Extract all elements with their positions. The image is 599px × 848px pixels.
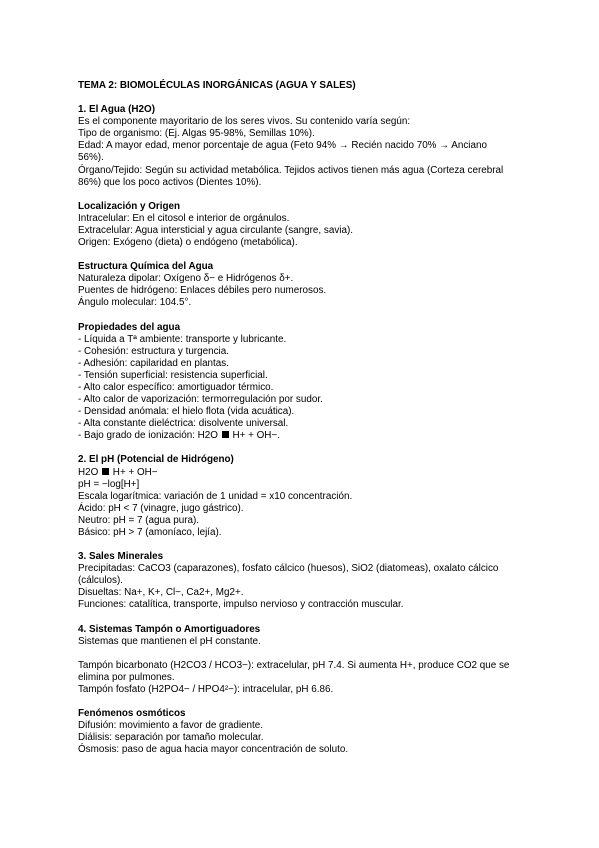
text-line: Funciones: catalítica, transporte, impulso nervioso y contracción muscular. xyxy=(78,599,404,611)
text-line: Tampón fosfato (H2PO4− / HPO4²−): intracelular, pH 6.86. xyxy=(78,683,334,695)
list-item: - Adhesión: capilaridad en plantas. xyxy=(78,357,229,369)
list-item xyxy=(78,430,539,442)
text-line: elimina por pulmones. xyxy=(78,671,175,683)
section-heading: Estructura Química del Agua xyxy=(78,261,214,273)
text-line: 56%). xyxy=(78,152,104,164)
section-estructura xyxy=(78,261,539,309)
document-title: TEMA 2: BIOMOLÉCULAS INORGÁNICAS (AGUA Y SALES) xyxy=(78,80,356,91)
text-line: Edad: A mayor edad, menor porcentaje de agua (Feto 94% → Recién nacido 70% → Anciano xyxy=(78,140,487,152)
section-ph xyxy=(78,454,539,539)
text-line: Neutro: pH = 7 (agua pura). xyxy=(78,514,200,526)
text-line: Extracelular: Agua intersticial y agua circulante (sangre, savia). xyxy=(78,224,353,236)
text-line: Puentes de hidrógeno: Enlaces débiles pero numerosos. xyxy=(78,285,327,297)
section-heading: 4. Sistemas Tampón o Amortiguadores xyxy=(78,623,261,635)
list-item: - Tensión superficial: resistencia superficial. xyxy=(78,369,268,381)
text-line: Precipitadas: CaCO3 (caparazones), fosfato cálcico (huesos), SiO2 (diatomeas), oxalato cálcico xyxy=(78,563,499,575)
list-item: - Alta constante dieléctrica: disolvente universal. xyxy=(78,418,289,430)
list-item: - Alto calor específico: amortiguador térmico. xyxy=(78,381,274,393)
text-line: Sistemas que mantienen el pH constante. xyxy=(78,635,261,647)
text-line: Diálisis: separación por tamaño molecular. xyxy=(78,732,264,744)
text-line: pH = −log[H+] xyxy=(78,478,140,490)
text-line: Ácido: pH < 7 (vinagre, jugo gástrico). xyxy=(78,502,244,514)
section-tampon xyxy=(78,624,539,696)
section-agua xyxy=(78,104,539,189)
list-item: - Densidad anómala: el hielo flota (vida acuática). xyxy=(78,406,295,418)
section-localizacion xyxy=(78,201,539,249)
text-line: Ángulo molecular: 104.5°. xyxy=(78,297,192,309)
text-line: Tampón bicarbonato (H2CO3 / HCO3−): extracelular, pH 7.4. Si aumenta H+, produce CO2 que se xyxy=(78,659,510,671)
missing-glyph-icon xyxy=(222,431,229,438)
list-item: - Alto calor de vaporización: termorregulación por sudor. xyxy=(78,394,323,406)
text-line xyxy=(78,467,539,479)
section-propiedades xyxy=(78,322,539,443)
section-heading: 1. El Agua (H2O) xyxy=(78,104,155,116)
text-line: Intracelular: En el citosol e interior de orgánulos. xyxy=(78,212,290,224)
text-line: Ósmosis: paso de agua hacia mayor concentración de soluto. xyxy=(78,744,349,756)
list-item: - Cohesión: estructura y turgencia. xyxy=(78,345,229,357)
text-line: (cálculos). xyxy=(78,575,123,587)
list-item: - Líquida a Tª ambiente: transporte y lubricante. xyxy=(78,333,287,345)
text-line: Es el componente mayoritario de los seres vivos. Su contenido varía según: xyxy=(78,116,411,128)
missing-glyph-icon xyxy=(102,468,109,475)
text-fragment: H2O xyxy=(78,466,99,478)
text-line: Tipo de organismo: (Ej. Algas 95-98%, Semillas 10%). xyxy=(78,128,315,140)
paragraph-gap xyxy=(78,648,539,660)
text-line: Disueltas: Na+, K+, Cl−, Ca2+, Mg2+. xyxy=(78,587,244,599)
section-osmoticos xyxy=(78,708,539,756)
text-line: Escala logarítmica: variación de 1 unidad = x10 concentración. xyxy=(78,490,353,502)
section-heading: Localización y Origen xyxy=(78,200,181,212)
section-heading: Propiedades del agua xyxy=(78,321,181,333)
text-line: Origen: Exógeno (dieta) o endógeno (metabólica). xyxy=(78,237,298,249)
text-fragment: H+ + OH− xyxy=(110,466,158,478)
section-sales xyxy=(78,551,539,611)
text-line: Básico: pH > 7 (amoníaco, lejía). xyxy=(78,527,222,538)
text-line: Órgano/Tejido: Según su actividad metabólica. Tejidos activos tienen más agua (Corteza cerebral xyxy=(78,164,504,176)
section-heading: Fenómenos osmóticos xyxy=(78,708,186,720)
section-heading: 2. El pH (Potencial de Hidrógeno) xyxy=(78,454,234,466)
text-fragment: H+ + OH−. xyxy=(229,430,280,442)
text-line: Difusión: movimiento a favor de gradiente. xyxy=(78,720,263,732)
section-heading: 3. Sales Minerales xyxy=(78,551,164,563)
text-line: Naturaleza dipolar: Oxígeno δ− e Hidrógenos δ+. xyxy=(78,273,294,285)
text-fragment: - Bajo grado de ionización: H2O xyxy=(78,430,218,442)
text-line: 86%) que los poco activos (Dientes 10%). xyxy=(78,176,262,188)
